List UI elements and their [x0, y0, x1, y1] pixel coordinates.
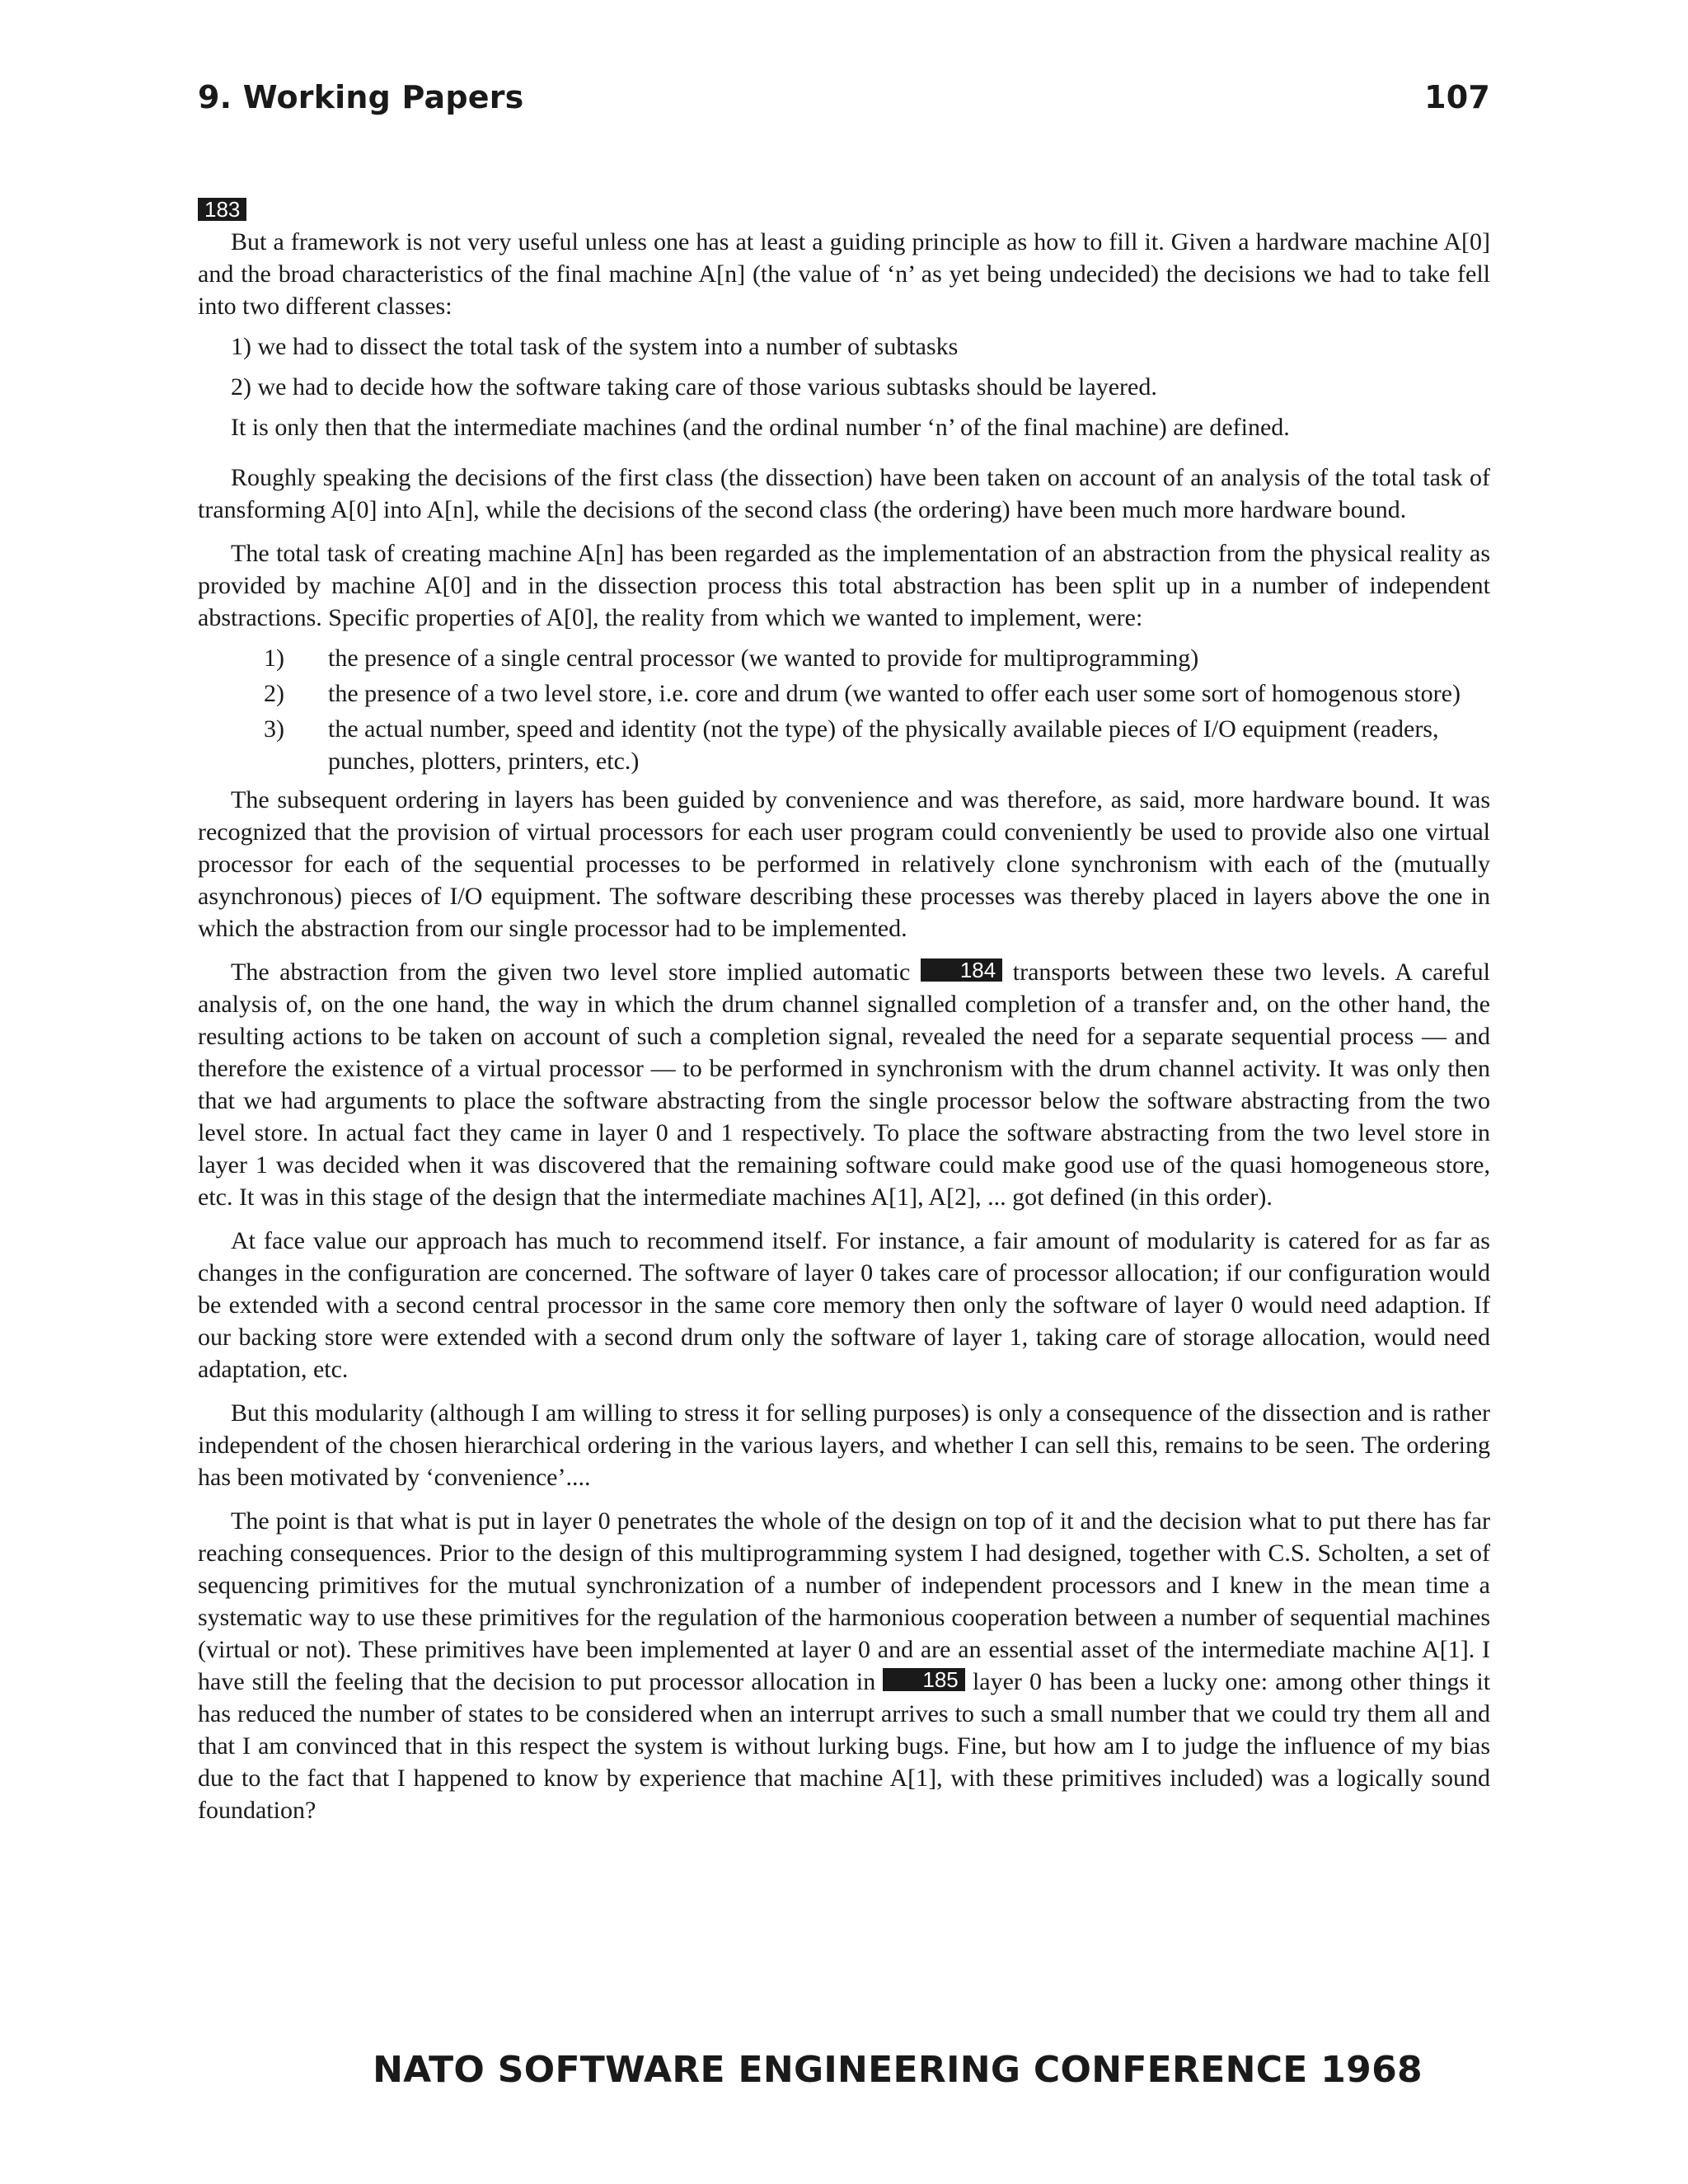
paragraph: The total task of creating machine A[n] has been regarded as the implementation of an abstraction from the physical reality as provided by machine A[0] and in the dissection process this total abstraction has been split up in a number of independent abstractions. Specific properties of A[0], the reality from which we wanted to implement, were:	[198, 540, 1490, 631]
list-item	[198, 677, 1490, 710]
enum-item-1: 1) we had to dissect the total task of the system into a number of subtasks	[231, 333, 959, 360]
list-number: 2)	[264, 680, 284, 707]
page-marker-184: 184	[921, 958, 1002, 982]
paragraph-part: layer 0 has been a lucky one: among other things it has reduced the number of states to be considered when an interrupt arrives to such a small number that we could try them all and that I am convinced that in this respect the system is without lurking bugs. Fine, but how am I to judge the influence of my bias due to the fact that I happened to know by experience that machine A[1], with these primitives included) was a logically sound foundation?	[198, 1668, 1491, 1824]
list-item	[198, 713, 1490, 777]
paragraph: At face value our approach has much to recommend itself. For instance, a fair amount of modularity is catered for as far as changes in the configuration are concerned. The software of layer 0 takes care of processor allocation; if our configuration would be extended with a second central processor in the same core memory then only the software of layer 0 would need adaption. If our backing store were extended with a second drum only the software of layer 1, taking care of storage allocation, would need adaptation, etc.	[198, 1227, 1490, 1383]
paragraph-part: transports between these two levels. A careful analysis of, on the one hand, the way in which the drum channel signalled completion of a transfer and, on the other hand, the resulting actions to be taken on account of such a completion signal, revealed the need for a separate sequential process — and therefore the existence of a virtual processor — to be performed in synchronism with the drum channel activity. It was only then that we had arguments to place the software abstracting from the single processor below the software abstracting from the two level store. In actual fact they came in layer 0 and 1 respectively. To place the software abstracting from the two level store in layer 1 was decided when it was discovered that the remaining software could make good use of the quasi homogeneous store, etc. It was in this stage of the design that the intermediate machines A[1], A[2], ... got defined (in this order).	[198, 958, 1491, 1211]
list-text: the actual number, speed and identity (not the type) of the physically available pieces of I/O equipment (readers, punches, plotters, printers, etc.)	[328, 715, 1439, 775]
page-number: 107	[1424, 79, 1490, 115]
paragraph: But a framework is not very useful unless one has at least a guiding principle as how to fill it. Given a hardware machine A[0] and the broad characteristics of the final machine A[n] (the value of ‘n’ as yet being undecided) the decisions we had to take fell into two different classes:	[198, 228, 1490, 320]
list-item	[198, 642, 1490, 674]
page-marker-183: 183	[198, 198, 246, 221]
paragraph: Roughly speaking the decisions of the first class (the dissection) have been taken on account of an analysis of the total task of transforming A[0] into A[n], while the decisions of the second class (the ordering) have been much more hardware bound.	[198, 464, 1490, 523]
paragraph-part: The abstraction from the given two level store implied automatic	[231, 958, 911, 986]
list-number: 1)	[264, 644, 284, 672]
list-text: the presence of a single central processor (we wanted to provide for multiprogramming)	[328, 644, 1199, 672]
enum-item-2: 2) we had to decide how the software taking care of those various subtasks should be layered.	[231, 373, 1157, 401]
paragraph: It is only then that the intermediate machines (and the ordinal number ‘n’ of the final machine) are defined.	[231, 414, 1290, 441]
page-marker-185: 185	[883, 1668, 964, 1691]
paragraph: But this modularity (although I am willing to stress it for selling purposes) is only a consequence of the dissection and is rather independent of the chosen hierarchical ordering in the various layers, and whether I can sell this, remains to be seen. The ordering has been motivated by ‘convenience’....	[198, 1399, 1490, 1491]
running-head	[198, 79, 1490, 115]
paragraph	[198, 956, 1490, 1213]
list-number: 3)	[264, 715, 284, 743]
paragraph	[198, 1505, 1490, 1826]
body-text	[198, 198, 1490, 1838]
footer-title: NATO SOFTWARE ENGINEERING CONFERENCE 1968	[373, 2049, 1423, 2091]
list-text: the presence of a two level store, i.e. core and drum (we wanted to offer each user some sort of homogenous store)	[328, 680, 1461, 707]
section-title: 9. Working Papers	[198, 79, 524, 115]
page	[198, 0, 1490, 2184]
paragraph: The subsequent ordering in layers has been guided by convenience and was therefore, as said, more hardware bound. It was recognized that the provision of virtual processors for each user program could conveniently be used to provide also one virtual processor for each of the sequential processes to be performed in relatively clone synchronism with each of the (mutually asynchronous) pieces of I/O equipment. The software describing these processes was thereby placed in layers above the one in which the abstraction from our single processor had to be implemented.	[198, 786, 1490, 942]
paragraph-part: The point is that what is put in layer 0 penetrates the whole of the design on top of it and the decision what to put there has far reaching consequences. Prior to the design of this multiprogramming system I had designed, together with C.S. Scholten, a set of sequencing primitives for the mutual synchronization of a number of independent processors and I knew in the mean time a systematic way to use these primitives for the regulation of the harmonious cooperation between a number of sequential machines (virtual or not). These primitives have been implemented at layer 0 and are an essential asset of the intermediate machine A[1]. I have still the feeling that the decision to put processor allocation in	[198, 1507, 1490, 1695]
properties-list	[198, 642, 1490, 777]
